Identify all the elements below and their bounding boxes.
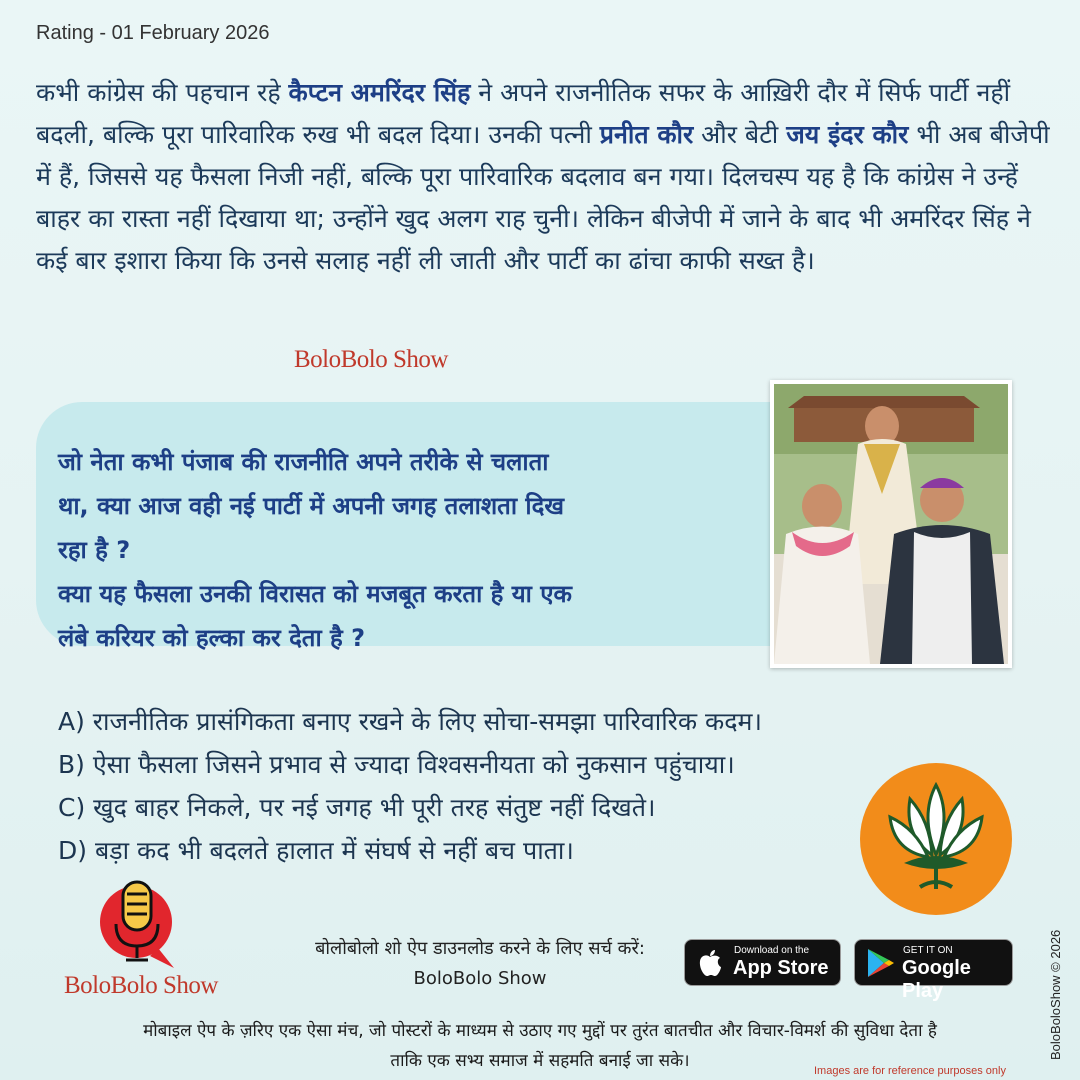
copyright-vertical: BoloBoloShow © 2026 <box>1048 929 1063 1060</box>
news-photo <box>770 380 1012 668</box>
brand-watermark: BoloBolo Show <box>294 346 448 373</box>
question-text <box>58 440 738 660</box>
disclaimer-text: Images are for reference purposes only <box>814 1065 1006 1077</box>
download-instructions <box>290 934 670 994</box>
apple-icon <box>697 948 723 978</box>
question-line-5: लंबे करियर को हल्का कर देता है ? <box>58 624 366 652</box>
option-a[interactable]: A) राजनीतिक प्रासंगिकता बनाए रखने के लिए सोचा-समझा पारिवारिक कदम। <box>58 707 762 736</box>
app-store-big-text: App Store <box>733 957 829 979</box>
app-store-small-text: Download on the <box>734 945 810 956</box>
intro-text-1: कभी कांग्रेस की पहचान रहे <box>36 78 289 107</box>
footer-line-2: ताकि एक सभ्य समाज में सहमति बनाई जा सके। <box>390 1051 690 1071</box>
option-d[interactable]: D) बड़ा कद भी बदलते हालात में संघर्ष से नहीं बच पाता। <box>58 836 574 865</box>
intro-name-preneet: प्रनीत कौर <box>599 120 694 149</box>
brand-logo-text: BoloBolo Show <box>64 972 218 999</box>
option-b[interactable]: B) ऐसा फैसला जिसने प्रभाव से ज्यादा विश्वसनीयता को नुकसान पहुंचाया। <box>58 750 735 779</box>
download-line-1: बोलोबोलो शो ऐप डाउनलोड करने के लिए सर्च करें: <box>315 938 645 959</box>
intro-paragraph <box>36 72 1056 282</box>
options-list <box>58 700 762 872</box>
question-line-4: क्या यह फैसला उनकी विरासत को मजबूत करता है या एक <box>58 580 572 608</box>
intro-text-2: ने अपने राजनीतिक सफर के आख़िरी दौर में सिर्फ पार्टी नहीं बदली, बल्कि पूरा पारिवारिक रुख भी बदल दिया। उनकी पत्नी <box>36 78 1011 149</box>
bjp-lotus-icon <box>860 763 1012 915</box>
question-line-3: रहा है ? <box>58 536 131 564</box>
option-c[interactable]: C) खुद बाहर निकले, पर नई जगह भी पूरी तरह संतुष्ट नहीं दिखते। <box>58 793 656 822</box>
google-play-small-text: GET IT ON <box>903 945 953 956</box>
google-play-big-text: Google Play <box>902 957 971 1002</box>
intro-name-amarinder: कैप्टन अमरिंदर सिंह <box>288 78 471 107</box>
download-line-2: BoloBolo Show <box>413 968 547 989</box>
intro-text-3: और बेटी <box>693 120 787 149</box>
intro-text-4: भी अब बीजेपी में हैं, जिससे यह फैसला निजी नहीं, बल्कि पूरा पारिवारिक बदलाव बन गया। दिलचस्प यह है कि कांग्रेस ने उन्हें बाहर का रास्ता नहीं दिखाया था; उन्होंने खुद अलग राह चुनी। लेकिन बीजेपी में जाने के बाद भी अमरिंदर सिंह ने कई बार इशारा किया कि उनसे सलाह नहीं ली जाती और पार्टी का ढांचा काफी सख्त है। <box>36 120 1050 275</box>
question-line-2: था, क्या आज वही नई पार्टी में अपनी जगह तलाशता दिख <box>58 492 564 520</box>
google-play-badge[interactable] <box>854 939 1013 1002</box>
date-header: Rating - 01 February 2026 <box>36 22 270 44</box>
footer-line-1: मोबाइल ऐप के ज़रिए एक ऐसा मंच, जो पोस्टरों के माध्यम से उठाए गए मुद्दों पर तुरंत बातचीत और विचार-विमर्श की सुविधा देता है <box>143 1021 937 1041</box>
question-line-1: जो नेता कभी पंजाब की राजनीति अपने तरीके से चलाता <box>58 448 549 476</box>
app-store-badge[interactable] <box>684 939 841 986</box>
google-play-icon <box>865 947 895 979</box>
photo-illustration <box>774 384 1008 664</box>
intro-name-jai-inder: जय इंदर कौर <box>786 120 909 149</box>
microphone-logo-icon <box>98 876 180 976</box>
